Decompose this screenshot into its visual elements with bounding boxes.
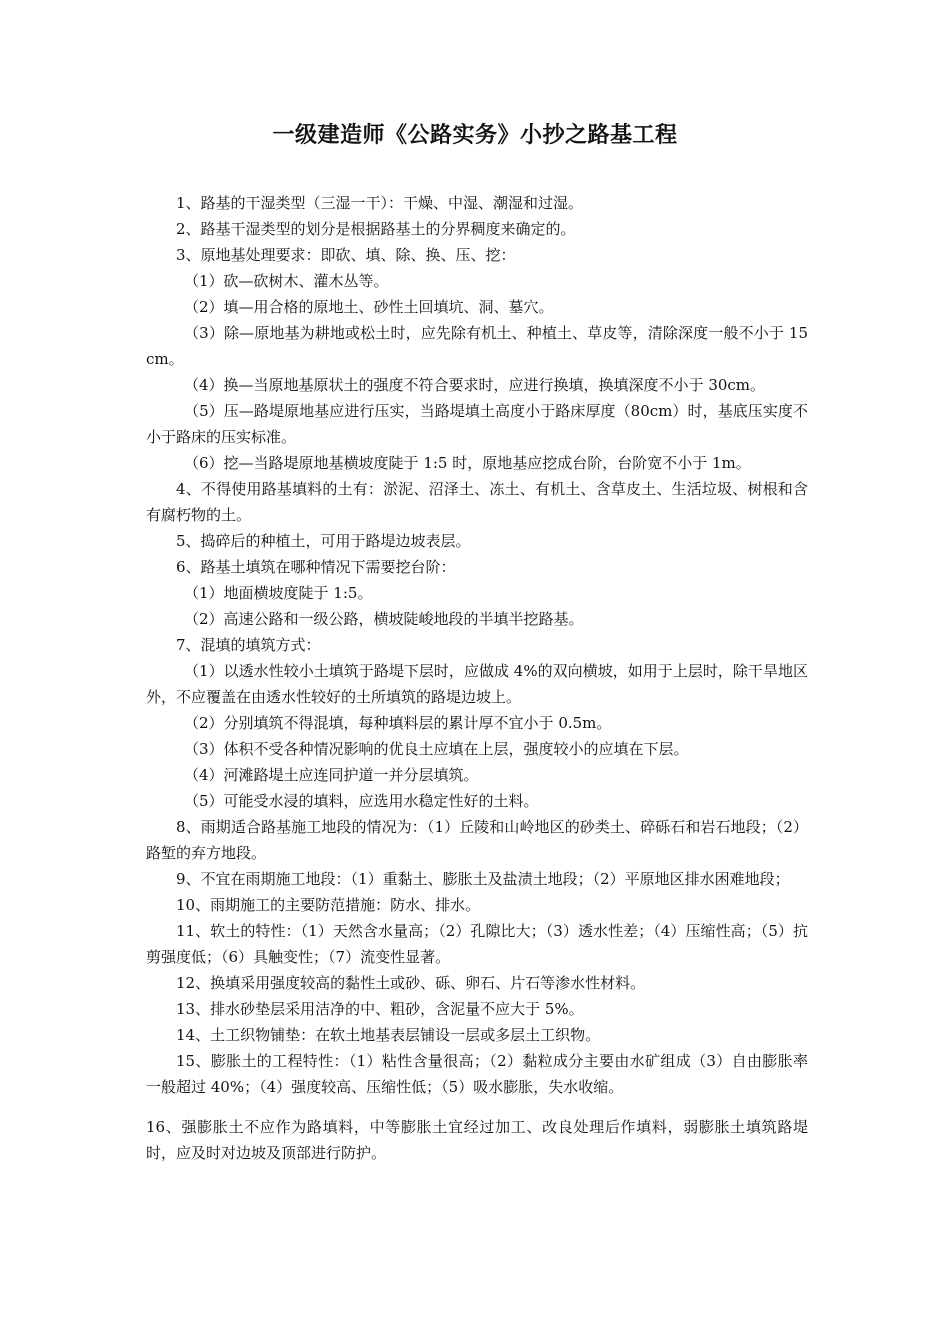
paragraph: （5）可能受水浸的填料，应选用水稳定性好的土料。 bbox=[184, 792, 539, 810]
paragraph: 11、软土的特性：（1）天然含水量高；（2）孔隙比大；（3）透水性差；（4）压缩性高；（5）抗剪强度低；（6）具触变性；（7）流变性显著。 bbox=[146, 922, 808, 966]
paragraph: （4）河滩路堤土应连同护道一并分层填筑。 bbox=[184, 766, 479, 784]
paragraph: 5、捣碎后的种植土，可用于路堤边坡表层。 bbox=[176, 532, 471, 550]
paragraph: （2）分别填筑不得混填，每种填料层的累计厚不宜小于 0.5m。 bbox=[184, 714, 612, 732]
document-title: 一级建造师《公路实务》小抄之路基工程 bbox=[272, 123, 678, 148]
paragraph: 1、路基的干湿类型（三湿一干）：干燥、中湿、潮湿和过湿。 bbox=[176, 194, 584, 212]
paragraph: （1）砍—砍树木、灌木丛等。 bbox=[184, 272, 389, 290]
paragraph: （6）挖—当路堤原地基横坡度陡于 1:5 时，原地基应挖成台阶，台阶宽不小于 1m。 bbox=[184, 454, 751, 472]
paragraph: 15、膨胀土的工程特性：（1）粘性含量很高；（2）黏粒成分主要由水矿组成（3）自由膨胀率一般超过 40%；（4）强度较高、压缩性低；（5）吸水膨胀，失水收缩。 bbox=[146, 1052, 808, 1096]
paragraph: （3）体积不受各种情况影响的优良土应填在上层，强度较小的应填在下层。 bbox=[184, 740, 689, 758]
document-body bbox=[146, 190, 808, 1166]
paragraph: 16、强膨胀土不应作为路填料，中等膨胀土宜经过加工、改良处理后作填料，弱膨胀土填筑路堤时，应及时对边坡及顶部进行防护。 bbox=[146, 1118, 808, 1162]
paragraph: 3、原地基处理要求：即砍、填、除、换、压、挖： bbox=[176, 246, 516, 264]
paragraph: 13、排水砂垫层采用洁净的中、粗砂，含泥量不应大于 5%。 bbox=[176, 1000, 584, 1018]
paragraph: 8、雨期适合路基施工地段的情况为：（1）丘陵和山岭地区的砂类土、碎砾石和岩石地段；（2）路堑的弃方地段。 bbox=[146, 818, 808, 862]
paragraph: 10、雨期施工的主要防范措施：防水、排水。 bbox=[176, 896, 481, 914]
paragraph: 14、土工织物铺垫：在软土地基表层铺设一层或多层土工织物。 bbox=[176, 1026, 601, 1044]
paragraph: 9、不宜在雨期施工地段：（1）重黏土、膨胀土及盐渍土地段；（2）平原地区排水困难地段； bbox=[176, 870, 790, 888]
paragraph: 7、混填的填筑方式： bbox=[176, 636, 321, 654]
paragraph: 4、不得使用路基填料的土有：淤泥、沼泽土、冻土、有机土、含草皮土、生活垃圾、树根和含有腐朽物的土。 bbox=[146, 480, 808, 524]
paragraph: 6、路基土填筑在哪种情况下需要挖台阶： bbox=[176, 558, 456, 576]
paragraph: （3）除—原地基为耕地或松土时，应先除有机土、种植土、草皮等，清除深度一般不小于 15cm。 bbox=[146, 324, 808, 368]
paragraph: （2）高速公路和一级公路，横坡陡峻地段的半填半挖路基。 bbox=[184, 610, 584, 628]
paragraph: 12、换填采用强度较高的黏性土或砂、砾、卵石、片石等渗水性材料。 bbox=[176, 974, 646, 992]
paragraph: （2）填—用合格的原地土、砂性土回填坑、洞、墓穴。 bbox=[184, 298, 554, 316]
paragraph: （4）换—当原地基原状土的强度不符合要求时，应进行换填，换填深度不小于 30cm。 bbox=[184, 376, 766, 394]
paragraph: （1）地面横坡度陡于 1:5。 bbox=[184, 584, 373, 602]
paragraph: 2、路基干湿类型的划分是根据路基土的分界稠度来确定的。 bbox=[176, 220, 576, 238]
paragraph: （1）以透水性较小土填筑于路堤下层时，应做成 4%的双向横坡，如用于上层时，除干旱地区外，不应覆盖在由透水性较好的土所填筑的路堤边坡上。 bbox=[146, 662, 808, 706]
paragraph: （5）压—路堤原地基应进行压实，当路堤填土高度小于路床厚度（80cm）时，基底压实度不小于路床的压实标准。 bbox=[146, 402, 808, 446]
